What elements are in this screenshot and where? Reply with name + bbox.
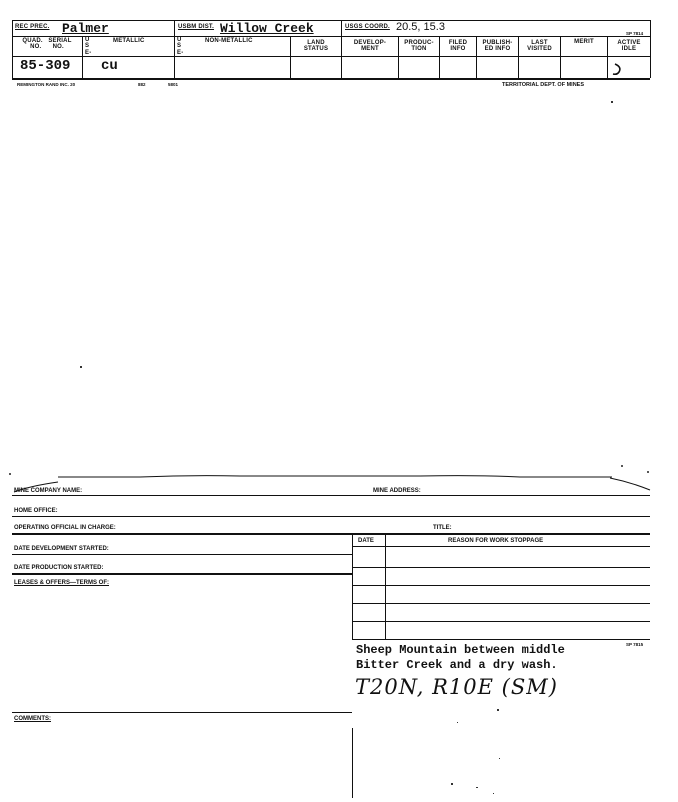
printer-credit: REMINGTON RAND INC. 20 [17,82,76,87]
last-visited-label: LAST VISITED [527,40,552,53]
speck [493,793,494,794]
rule [352,603,650,604]
rule [12,78,650,80]
development-label: DEVELOP- MENT [353,40,387,53]
merit-label: MERIT [574,39,594,45]
rec-prec-value: Palmer [62,21,109,36]
rule [12,20,13,78]
production-label: PRODUC- TION [404,40,434,53]
usgs-coord-label: USGS COORD. [345,24,390,30]
rule [12,56,650,57]
rule [352,621,650,622]
rule [12,516,650,517]
rule [12,36,650,37]
location-line-1: Sheep Mountain between middle [356,643,565,657]
home-office-label: HOME OFFICE: [14,508,58,514]
rule [12,573,352,575]
usgs-coord-value: 20.5, 15.3 [396,21,445,33]
title-label: TITLE: [433,525,452,531]
speck [80,366,82,368]
rule [12,712,352,713]
form-code-1: 882 [138,82,146,87]
speck [457,722,458,723]
leases-label: LEASES & OFFERS—TERMS OF: [14,580,110,586]
non-metallic-label: NON-METALLIC [205,38,253,44]
form-number-bottom: SP 7815 [626,642,644,647]
card-edge [0,462,678,496]
speck [497,709,499,711]
rule [352,546,650,547]
metallic-label: METALLIC [113,38,145,44]
rule [82,36,83,78]
operating-official-label: OPERATING OFFICIAL IN CHARGE: [14,525,116,531]
speck [499,758,500,759]
rule [352,639,650,640]
check-mark-icon [610,62,626,78]
rule [174,20,175,78]
metallic-value: cu [101,58,118,74]
use-label-metallic: U S E- [85,37,92,56]
rule [352,728,353,798]
rule [385,533,386,640]
location-line-2: Bitter Creek and a dry wash. [356,658,558,672]
usbm-dist-value: Willow Creek [220,21,314,36]
date-production-label: DATE PRODUCTION STARTED: [14,565,104,571]
rule [12,495,650,496]
date-column-label: DATE [358,538,374,544]
handwritten-location: T20N, R10E (SM) [355,675,558,699]
rule [12,533,650,535]
rule [650,20,651,78]
speck [611,101,613,103]
rule [12,554,352,555]
rule [352,585,650,586]
speck [451,783,453,785]
mine-company-label: MINE COMPANY NAME: [14,488,83,494]
quad-serial-label: QUAD. SERIAL NO. NO. [22,38,72,51]
comments-label: COMMENTS: [14,716,51,722]
rule [352,533,353,640]
quad-serial-value: 85-309 [20,58,71,74]
reason-column-label: REASON FOR WORK STOPPAGE [448,538,544,544]
land-status-label: LAND STATUS [303,40,329,53]
active-idle-label: ACTIVE IDLE [617,40,641,53]
date-development-label: DATE DEVELOPMENT STARTED: [14,546,109,552]
usbm-dist-label: USBM DIST. [178,24,215,30]
department-name: TERRITORIAL DEPT. OF MINES [502,82,584,88]
speck [476,787,478,788]
published-info-label: PUBLISH- ED INFO [482,40,513,53]
mine-address-label: MINE ADDRESS: [373,488,421,494]
form-code-2: 5801 [168,82,179,87]
rec-prec-label: REC PREC. [15,24,50,30]
rule [352,567,650,568]
filed-info-label: FILED INFO [448,40,468,53]
form-number-top: SP 7814 [626,31,644,36]
use-label-non-metallic: U S E- [177,37,184,56]
